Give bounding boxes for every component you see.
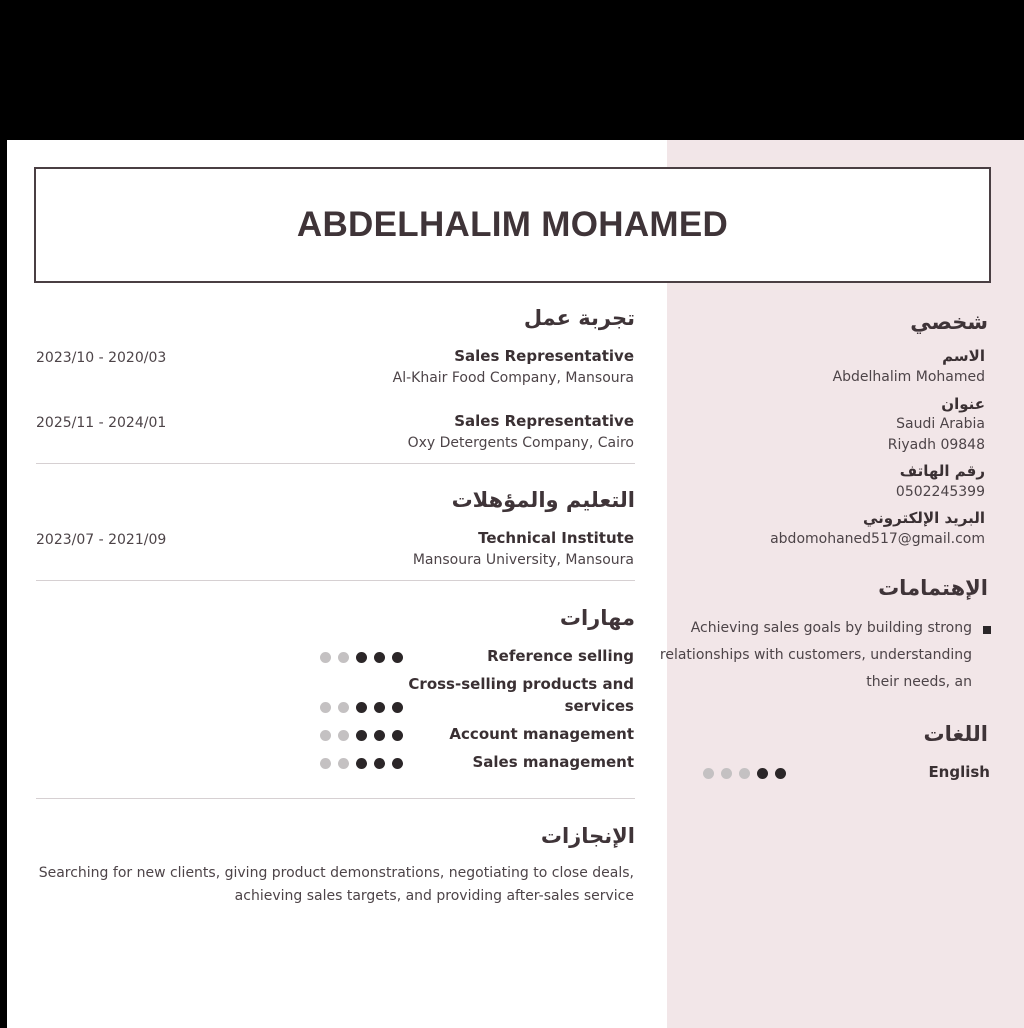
education-1-dates: 2023/07 - 2021/09: [36, 532, 167, 548]
rating-dot-filled: [392, 652, 403, 663]
rating-dot-filled: [374, 730, 385, 741]
candidate-name: ABDELHALIM MOHAMED: [296, 205, 729, 244]
personal-name-label: الاسم: [942, 347, 985, 365]
rating-dot-empty: [338, 652, 349, 663]
rating-dot-empty: [703, 768, 714, 779]
rating-dot-filled: [356, 730, 367, 741]
experience-2-dates: 2025/11 - 2024/01: [36, 415, 167, 431]
achievements-line2: achieving sales targets, and providing after-sales service: [234, 888, 634, 904]
achievements-title: الإنجازات: [540, 824, 635, 848]
rating-dot-filled: [356, 702, 367, 713]
rating-dot-empty: [320, 730, 331, 741]
education-1-school: Mansoura University, Mansoura: [412, 552, 634, 568]
education-title: التعليم والمؤهلات: [451, 488, 635, 512]
personal-email-label: البريد الإلكتروني: [863, 509, 985, 527]
skill-rating: [320, 702, 403, 713]
experience-2-role: Sales Representative: [454, 412, 634, 430]
personal-phone-label: رقم الهاتف: [899, 462, 985, 480]
rating-dot-empty: [320, 652, 331, 663]
skill-rating: [320, 730, 403, 741]
rating-dot-empty: [338, 730, 349, 741]
bullet: [983, 626, 991, 634]
rating-dot-filled: [356, 652, 367, 663]
rating-dot-filled: [757, 768, 768, 779]
rating-dot-filled: [392, 702, 403, 713]
skill-rating: [320, 652, 403, 663]
interests-line2: relationships with customers, understanding: [659, 647, 972, 663]
personal-address-label: عنوان: [941, 395, 985, 413]
personal-name-value: Abdelhalim Mohamed: [832, 369, 985, 385]
divider: [36, 463, 635, 464]
experience-1-company: Al-Khair Food Company, Mansoura: [392, 370, 634, 386]
rating-dot-filled: [374, 758, 385, 769]
experience-title: تجربة عمل: [523, 306, 635, 330]
interests-line1: Achieving sales goals by building strong: [690, 620, 972, 636]
rating-dot-empty: [338, 758, 349, 769]
rating-dot-empty: [338, 702, 349, 713]
personal-address-line2: Riyadh 09848: [887, 437, 985, 453]
skills-title: مهارات: [559, 606, 635, 630]
divider: [36, 798, 635, 799]
language-name: English: [928, 763, 990, 781]
rating-dot-filled: [392, 758, 403, 769]
rating-dot-filled: [374, 652, 385, 663]
experience-1-dates: 2023/10 - 2020/03: [36, 350, 167, 366]
experience-2-company: Oxy Detergents Company, Cairo: [407, 435, 634, 451]
rating-dot-filled: [392, 730, 403, 741]
skill-name: Account management: [449, 725, 634, 743]
skill-name: Sales management: [472, 753, 634, 771]
experience-1-role: Sales Representative: [454, 347, 634, 365]
interests-line3: their needs, an: [866, 674, 972, 690]
languages-title: اللغات: [923, 722, 988, 746]
name-header: [34, 167, 991, 283]
rating-dot-empty: [739, 768, 750, 779]
skill-name-line1: Cross-selling products and: [408, 675, 634, 693]
interests-title: الإهتمامات: [878, 576, 988, 600]
achievements-line1: Searching for new clients, giving product demonstrations, negotiating to close deals,: [38, 865, 634, 881]
divider: [36, 580, 635, 581]
skill-name-line2: services: [564, 697, 634, 715]
resume-page: [7, 140, 1024, 1028]
skill-name: Reference selling: [487, 647, 634, 665]
rating-dot-empty: [320, 758, 331, 769]
rating-dot-empty: [320, 702, 331, 713]
personal-address-line1: Saudi Arabia: [896, 416, 985, 432]
personal-email-value: abdomohaned517@gmail.com: [770, 531, 985, 547]
rating-dot-filled: [356, 758, 367, 769]
personal-title: شخصي: [910, 310, 988, 334]
skill-rating: [320, 758, 403, 769]
language-rating: [703, 768, 786, 779]
education-1-degree: Technical Institute: [478, 529, 634, 547]
rating-dot-filled: [775, 768, 786, 779]
personal-phone-value: 0502245399: [895, 484, 985, 500]
rating-dot-empty: [721, 768, 732, 779]
rating-dot-filled: [374, 702, 385, 713]
